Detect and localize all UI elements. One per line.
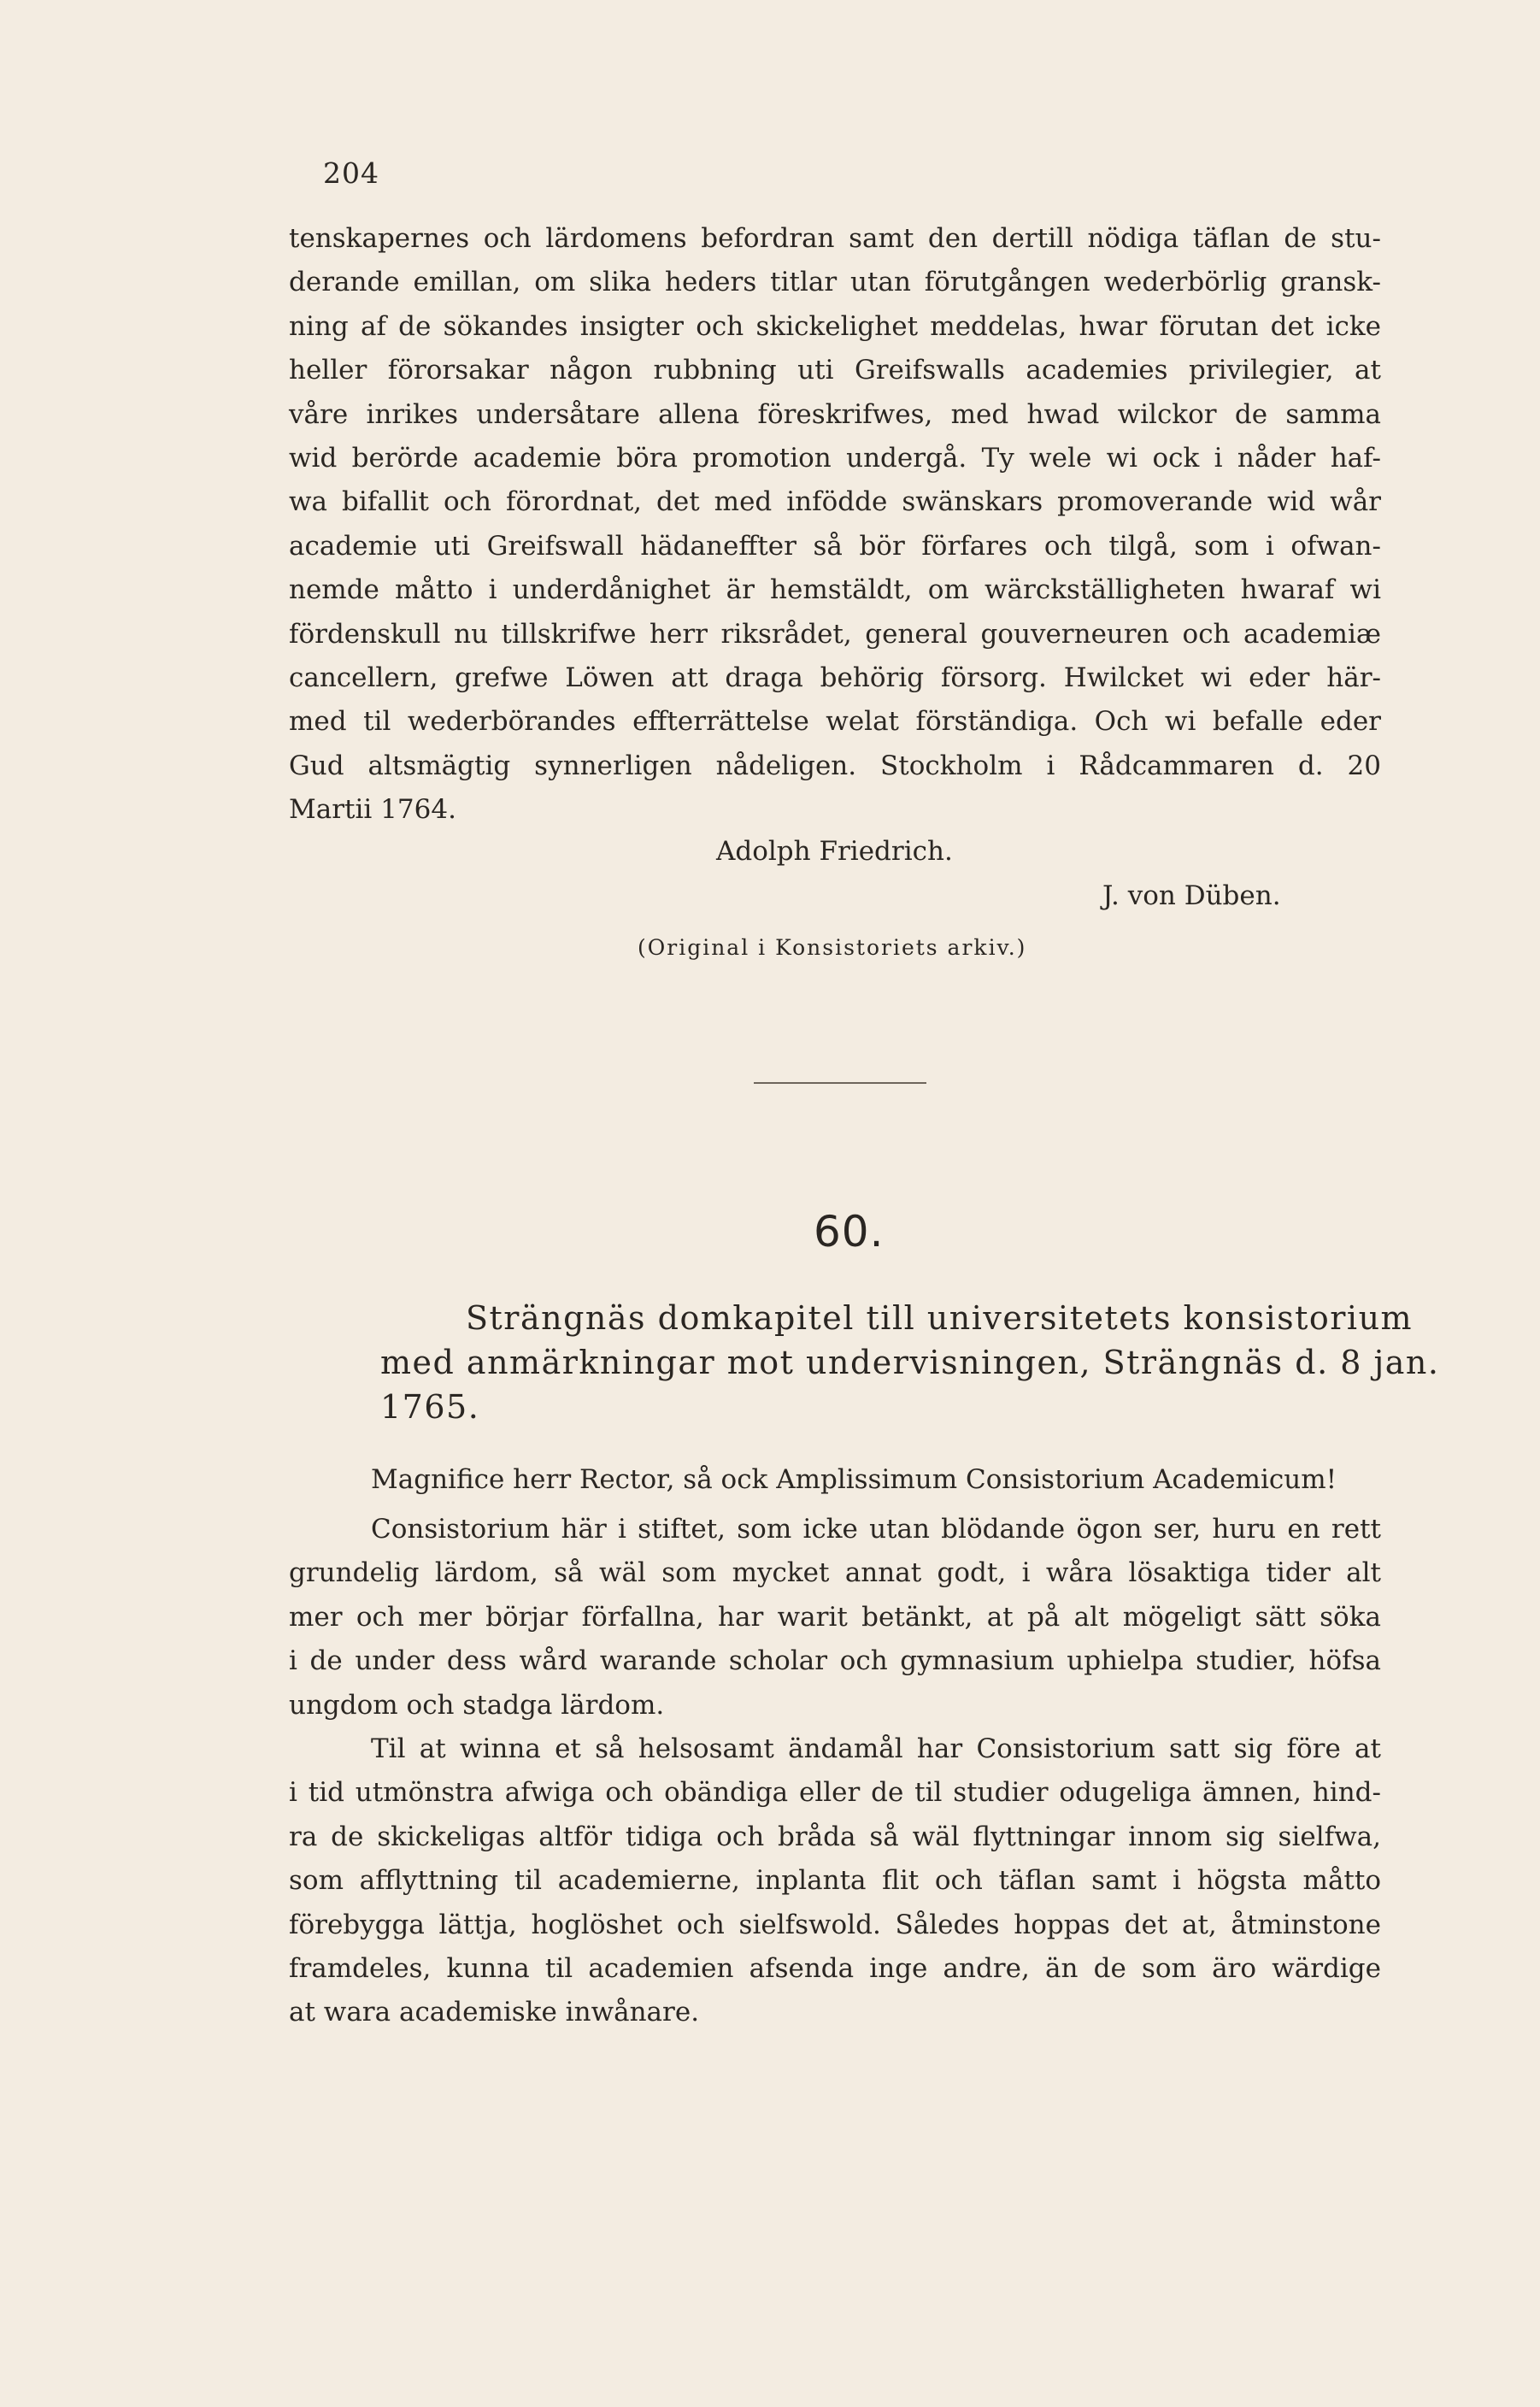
document-number: 60.: [814, 1207, 885, 1256]
letter-body: [289, 217, 1381, 832]
text-line: wa bifallit och förordnat, det med infödde swänskars promoverande wid wår: [289, 486, 1381, 518]
text-line: cancellern, grefwe Löwen att draga behörig försorg. Hwilcket wi eder här-: [289, 662, 1381, 693]
document-title: [380, 1296, 1440, 1429]
text-line: at wara academiske inwånare.: [289, 1997, 700, 2028]
text-line: ungdom och stadga lärdom.: [289, 1689, 665, 1721]
text-line: tenskapernes och lärdomens befordran samt den dertill nödiga täflan de stu-: [289, 223, 1381, 254]
text-line: ning af de sökandes insigter och skickelighet meddelas, hwar förutan det icke: [289, 310, 1381, 342]
text-line: som afflyttning til academierne, inplanta flit och täflan samt i högsta måtto: [289, 1865, 1381, 1897]
signature-secretary: J. von Düben.: [1102, 880, 1281, 911]
text-line: Consistorium här i stiftet, som icke utan blödande ögon ser, huru en rett: [371, 1514, 1381, 1545]
text-line: grundelig lärdom, så wäl som mycket annat godt, i wåra lösaktiga tider alt: [289, 1557, 1381, 1589]
title-line: 1765.: [380, 1388, 480, 1426]
text-line: fördenskull nu tillskrifwe herr riksrådet, general gouverneuren och academiæ: [289, 618, 1381, 650]
text-line: våre inrikes undersåtare allena föreskrifwes, med hwad wilckor de samma: [289, 398, 1381, 430]
text-line: i de under dess wård warande scholar och gymnasium uphielpa studier, höfsa: [289, 1645, 1381, 1677]
salutation-block: [289, 1458, 1381, 1502]
text-line: wid berörde academie böra promotion undergå. Ty wele wi ock i nåder haf-: [289, 442, 1381, 474]
salutation: Magnifice herr Rector, så ock Amplissimum Consistorium Academicum!: [371, 1464, 1337, 1495]
text-line: Til at winna et så helsosamt ändamål har Consistorium satt sig före at: [371, 1733, 1381, 1764]
text-line: nemde måtto i underdånighet är hemstäldt, om wärckställigheten hwaraf wi: [289, 574, 1381, 606]
text-line: academie uti Greifswall hädaneffter så bör förfares och tilgå, som i ofwan-: [289, 530, 1381, 562]
page-number: 204: [323, 156, 379, 190]
section-divider: [754, 1082, 926, 1084]
source-note: (Original i Konsistoriets arkiv.): [638, 935, 1027, 960]
text-line: heller förorsakar någon rubbning uti Greifswalls academies privilegier, at: [289, 355, 1381, 386]
text-line: Gud altsmägtig synnerligen nådeligen. Stockholm i Rådcammaren d. 20: [289, 750, 1381, 781]
text-line: framdeles, kunna til academien afsenda inge andre, än de som äro wärdige: [289, 1952, 1381, 1984]
paragraph-2: [289, 1727, 1381, 2035]
text-line: ra de skickeligas altför tidiga och bråda så wäl flyttningar innom sig sielfwa,: [289, 1821, 1381, 1852]
text-line: derande emillan, om slika heders titlar utan förutgången wederbörlig gransk-: [289, 267, 1381, 298]
title-line: Strängnäs domkapitel till universitetets konsistorium: [466, 1299, 1414, 1337]
signature-king: Adolph Friedrich.: [716, 836, 953, 867]
text-line: mer och mer börjar förfallna, har warit betänkt, at på alt mögeligt sätt söka: [289, 1601, 1381, 1633]
title-line: med anmärkningar mot undervisningen, Strängnäs d. 8 jan.: [380, 1344, 1440, 1381]
text-line: med til wederbörandes effterrättelse welat förständiga. Och wi befalle eder: [289, 706, 1381, 738]
text-line: i tid utmönstra afwiga och obändiga eller de til studier odugeliga ämnen, hind-: [289, 1777, 1381, 1809]
text-line: förebygga lättja, hoglöshet och sielfswold. Således hoppas det at, åtminstone: [289, 1909, 1381, 1940]
text-line: Martii 1764.: [289, 794, 456, 826]
paragraph-1: [289, 1508, 1381, 1727]
